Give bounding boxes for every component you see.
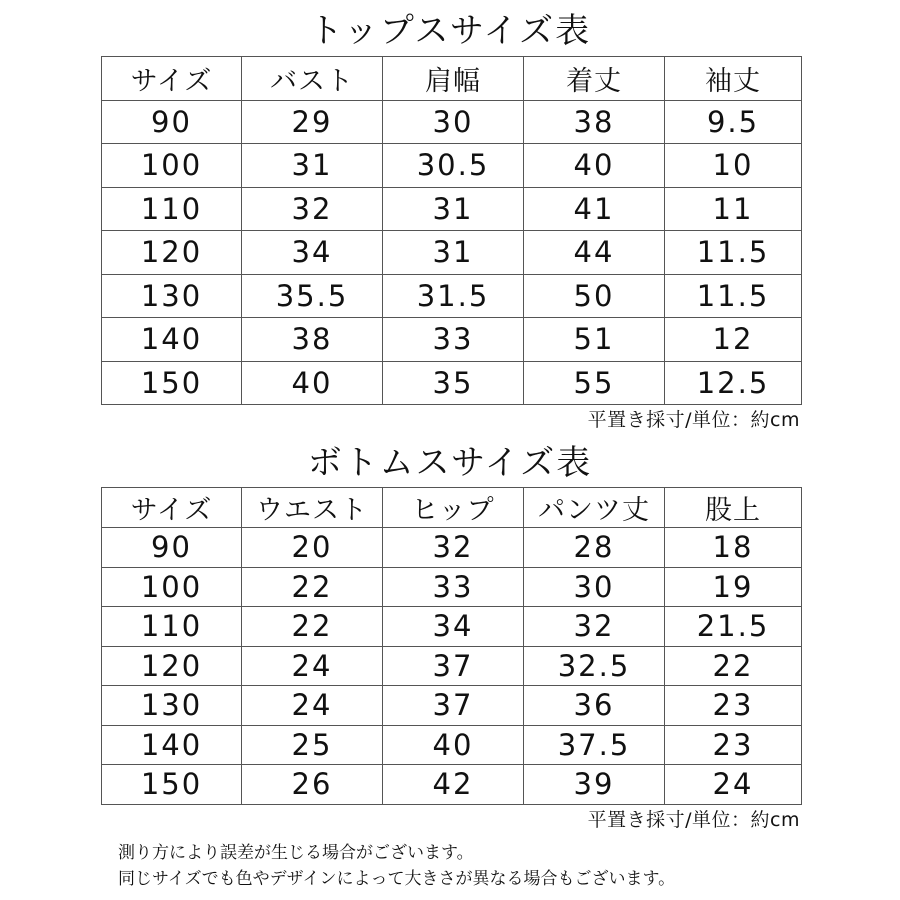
table-cell: 28 (524, 528, 665, 568)
table-cell: 22 (242, 607, 383, 647)
table-cell: 32 (383, 528, 524, 568)
measurement-error-note: 測り方により誤差が生じる場合がございます。 (118, 843, 474, 863)
table-row (102, 528, 802, 568)
table-cell: 35.5 (242, 274, 383, 318)
table-cell: 50 (524, 274, 665, 318)
table-cell: 24 (665, 765, 802, 805)
table-cell: 40 (383, 725, 524, 765)
tops-size-table (101, 56, 802, 405)
table-cell: 23 (665, 686, 802, 726)
table-cell: 40 (524, 144, 665, 188)
table-cell: 110 (102, 607, 242, 647)
table-cell: 41 (524, 187, 665, 231)
table-cell: 31 (383, 187, 524, 231)
table-cell: 36 (524, 686, 665, 726)
table-cell: 24 (242, 686, 383, 726)
table-row (102, 318, 802, 362)
bottoms-size-table (101, 487, 802, 805)
table-cell: 37.5 (524, 725, 665, 765)
table-cell: 30.5 (383, 144, 524, 188)
table-cell: 34 (242, 231, 383, 275)
column-header-waist: ウエスト (242, 488, 383, 528)
table-header-row (102, 488, 802, 528)
tops-unit-note: 平置き採寸/単位：約cm (587, 409, 800, 431)
table-cell: 32 (242, 187, 383, 231)
table-cell: 33 (383, 567, 524, 607)
table-cell: 55 (524, 361, 665, 405)
table-cell: 38 (524, 100, 665, 144)
table-cell: 31.5 (383, 274, 524, 318)
table-cell: 12.5 (665, 361, 802, 405)
table-cell: 37 (383, 646, 524, 686)
table-cell: 35 (383, 361, 524, 405)
table-row (102, 607, 802, 647)
table-row (102, 686, 802, 726)
table-cell: 90 (102, 100, 242, 144)
column-header-size: サイズ (102, 57, 242, 101)
table-cell: 11.5 (665, 274, 802, 318)
column-header-sleeve: 袖丈 (665, 57, 802, 101)
table-cell: 42 (383, 765, 524, 805)
table-cell: 10 (665, 144, 802, 188)
table-cell: 11 (665, 187, 802, 231)
table-cell: 37 (383, 686, 524, 726)
table-header-row (102, 57, 802, 101)
table-cell: 26 (242, 765, 383, 805)
table-cell: 31 (383, 231, 524, 275)
column-header-rise: 股上 (665, 488, 802, 528)
table-cell: 150 (102, 765, 242, 805)
column-header-shoulder: 肩幅 (383, 57, 524, 101)
table-cell: 44 (524, 231, 665, 275)
table-cell: 40 (242, 361, 383, 405)
table-row (102, 231, 802, 275)
table-cell: 22 (665, 646, 802, 686)
table-cell: 39 (524, 765, 665, 805)
column-header-size: サイズ (102, 488, 242, 528)
bottoms-unit-note: 平置き採寸/単位：約cm (587, 809, 800, 831)
table-cell: 150 (102, 361, 242, 405)
table-cell: 25 (242, 725, 383, 765)
table-cell: 120 (102, 231, 242, 275)
table-cell: 33 (383, 318, 524, 362)
table-cell: 18 (665, 528, 802, 568)
table-row (102, 361, 802, 405)
table-row (102, 187, 802, 231)
table-cell: 12 (665, 318, 802, 362)
table-row (102, 144, 802, 188)
table-cell: 22 (242, 567, 383, 607)
table-cell: 31 (242, 144, 383, 188)
size-variation-note: 同じサイズでも色やデザインによって大きさが異なる場合もございます。 (118, 869, 676, 889)
table-cell: 90 (102, 528, 242, 568)
table-row (102, 646, 802, 686)
table-cell: 120 (102, 646, 242, 686)
table-row (102, 765, 802, 805)
table-cell: 38 (242, 318, 383, 362)
column-header-bust: バスト (242, 57, 383, 101)
table-cell: 34 (383, 607, 524, 647)
table-cell: 9.5 (665, 100, 802, 144)
table-cell: 110 (102, 187, 242, 231)
table-cell: 29 (242, 100, 383, 144)
table-cell: 32 (524, 607, 665, 647)
column-header-length: 着丈 (524, 57, 665, 101)
table-cell: 23 (665, 725, 802, 765)
table-cell: 21.5 (665, 607, 802, 647)
table-row (102, 274, 802, 318)
table-cell: 140 (102, 318, 242, 362)
table-cell: 30 (524, 567, 665, 607)
table-row (102, 567, 802, 607)
tops-size-table-title: トップスサイズ表 (308, 11, 592, 51)
table-cell: 11.5 (665, 231, 802, 275)
table-cell: 20 (242, 528, 383, 568)
table-cell: 100 (102, 144, 242, 188)
table-cell: 32.5 (524, 646, 665, 686)
table-cell: 130 (102, 686, 242, 726)
table-cell: 130 (102, 274, 242, 318)
column-header-hip: ヒップ (383, 488, 524, 528)
table-row (102, 725, 802, 765)
table-row (102, 100, 802, 144)
table-cell: 24 (242, 646, 383, 686)
bottoms-size-table-title: ボトムスサイズ表 (307, 443, 593, 483)
table-cell: 51 (524, 318, 665, 362)
column-header-pants-length: パンツ丈 (524, 488, 665, 528)
table-cell: 140 (102, 725, 242, 765)
table-cell: 30 (383, 100, 524, 144)
table-cell: 19 (665, 567, 802, 607)
table-cell: 100 (102, 567, 242, 607)
